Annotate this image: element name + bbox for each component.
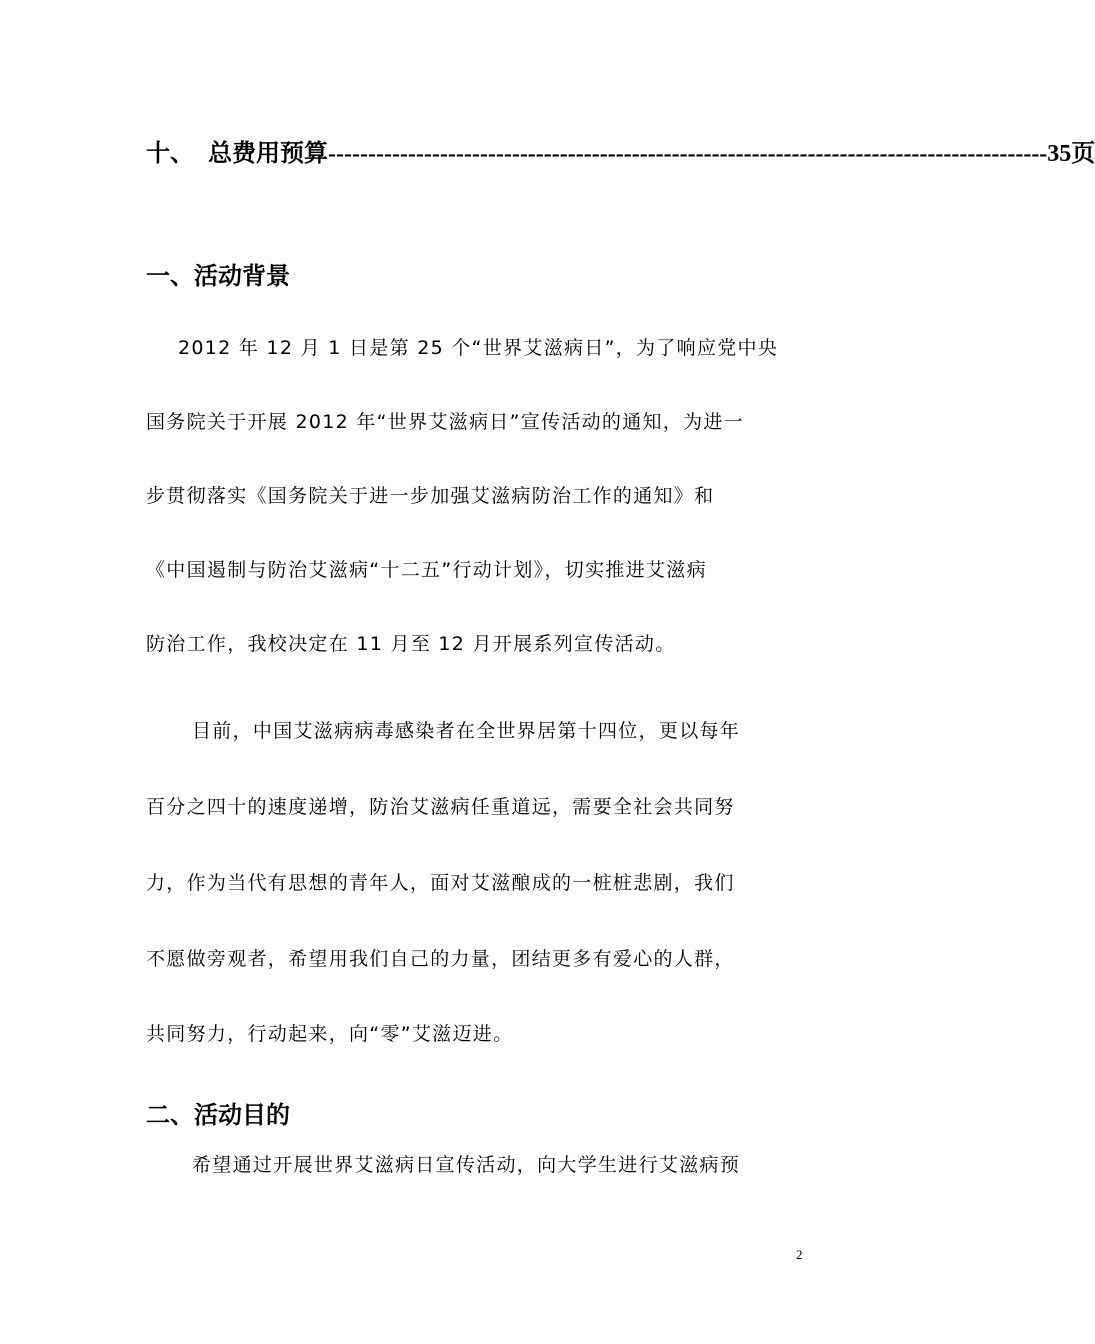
paragraph-background-1: [146, 333, 806, 663]
paragraph-line: 2012 年 12 月 1 日是第 25 个“世界艾滋病日”，为了响应党中央: [178, 337, 779, 359]
paragraph-line: 共同努力，行动起来，向“零”艾滋迈进。: [146, 1023, 514, 1045]
paragraph-line: 希望通过开展世界艾滋病日宣传活动，向大学生进行艾滋病预: [192, 1154, 741, 1176]
paragraph-line: 百分之四十的速度递增，防治艾滋病任重道远，需要全社会共同努: [146, 796, 735, 818]
page-number: 2: [796, 1247, 803, 1262]
paragraph-line: 防治工作，我校决定在 11 月至 12 月开展系列宣传活动。: [146, 633, 676, 655]
paragraph-line: 《中国遏制与防治艾滋病“十二五”行动计划》，切实推进艾滋病: [146, 559, 707, 581]
toc-page-number: 35: [1047, 141, 1072, 167]
toc-entry-total-budget[interactable]: [146, 133, 1095, 174]
paragraph-background-2: [146, 716, 806, 1046]
paragraph-line: 步贯彻落实《国务院关于进一步加强艾滋病防治工作的通知》和: [146, 485, 715, 507]
paragraph-line: 目前，中国艾滋病病毒感染者在全世界居第十四位，更以每年: [192, 720, 741, 742]
section-heading-background: 一、活动背景: [146, 262, 290, 290]
toc-entry-number: 十、: [146, 139, 194, 167]
section-heading-purpose: 二、活动目的: [146, 1101, 290, 1129]
paragraph-line: 国务院关于开展 2012 年“世界艾滋病日”宣传活动的通知，为进一: [146, 411, 745, 433]
toc-page-unit: 页: [1071, 139, 1095, 167]
toc-entry-title: 总费用预算: [208, 139, 328, 167]
toc-page-ref: [1047, 133, 1095, 174]
paragraph-purpose-1: [146, 1150, 806, 1190]
toc-leader-dashes: ------------------------------------------------------------------------------------------: [328, 141, 1048, 167]
paragraph-line: 力，作为当代有思想的青年人，面对艾滋酿成的一桩桩悲剧，我们: [146, 872, 735, 894]
paragraph-line: 不愿做旁观者，希望用我们自己的力量，团结更多有爱心的人群，: [146, 948, 735, 970]
